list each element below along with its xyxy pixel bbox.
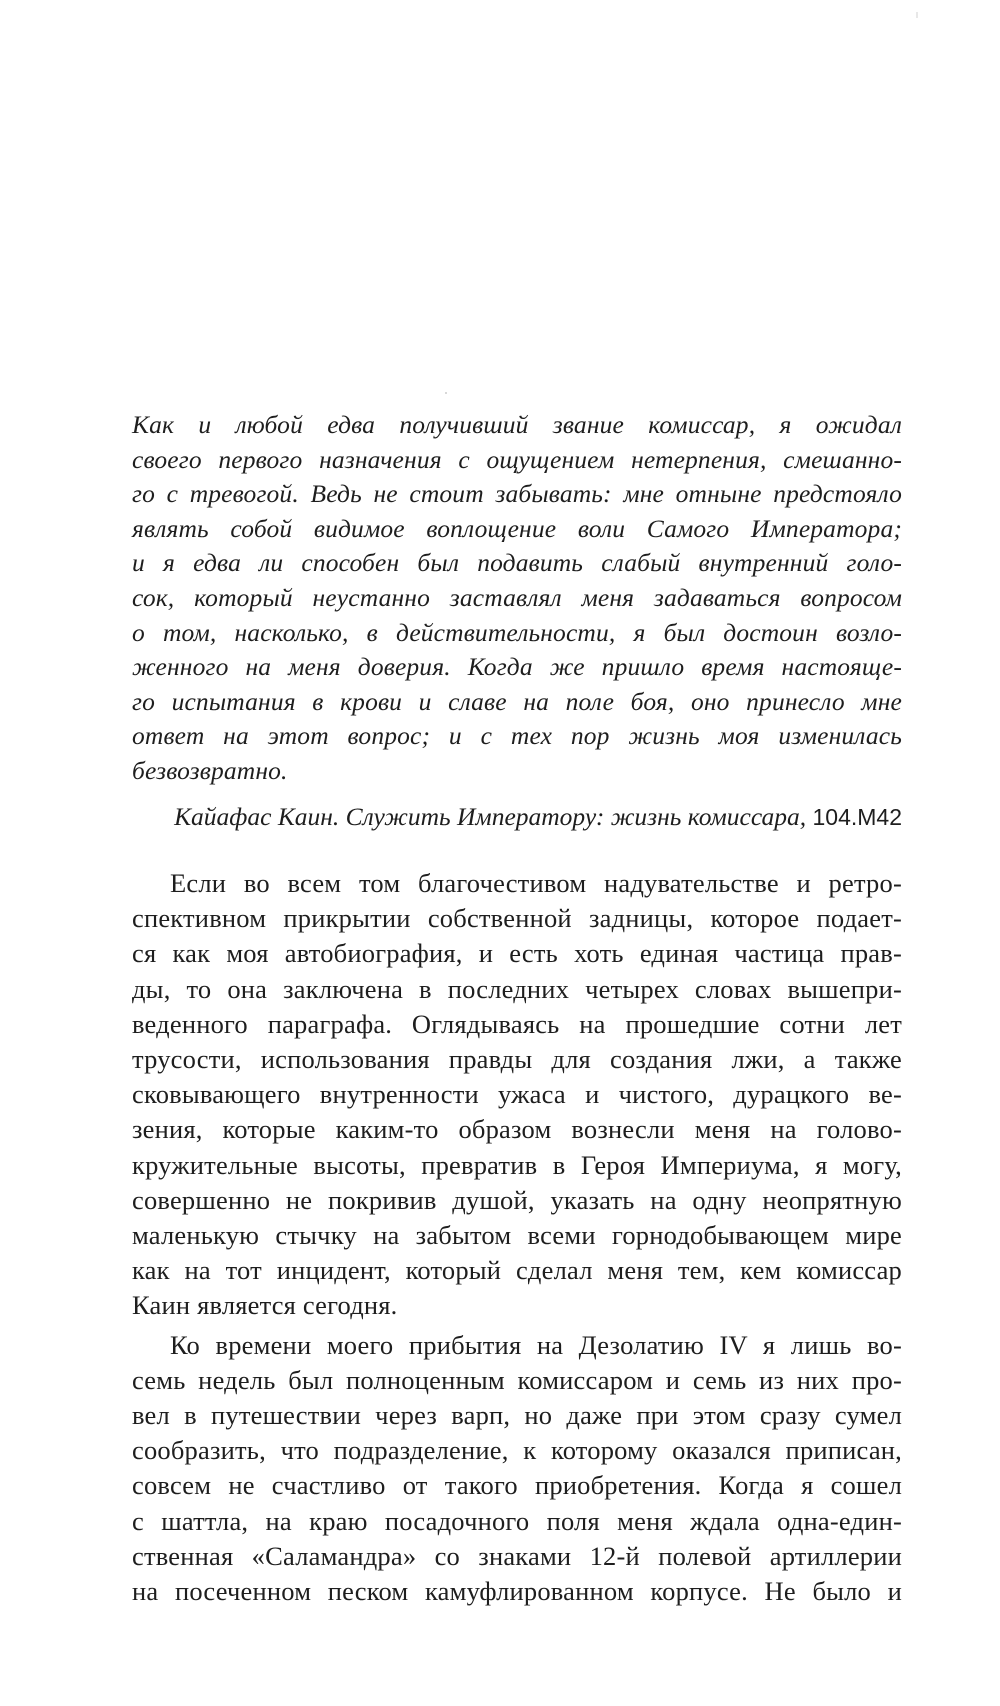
scan-mark bbox=[916, 12, 918, 18]
text-line: кружительные высоты, превратив в Героя Империума, я могу, bbox=[132, 1149, 902, 1180]
epigraph-attribution bbox=[132, 800, 902, 835]
epigraph-line: Как и любой едва получивший звание комиссар, я ожидал bbox=[132, 410, 902, 439]
text-line: ся как моя автобиография, и есть хоть единая частица прав- bbox=[132, 938, 902, 969]
epigraph-line: го с тревогой. Ведь не стоит забывать: мне отныне предстояло bbox=[132, 479, 902, 509]
text-line: совсем не счастливо от такого приобретения. Когда я сошел bbox=[132, 1470, 902, 1501]
text-line: на посеченном песком камуфлированном корпусе. Не было и bbox=[132, 1576, 902, 1607]
attribution-text: Кайафас Каин. Служить Императору: жизнь комиссара, bbox=[174, 802, 813, 831]
epigraph bbox=[132, 408, 902, 789]
attribution-date: 104.M42 bbox=[812, 804, 902, 830]
epigraph-line: и я едва ли способен был подавить слабый внутренний голо- bbox=[132, 548, 902, 578]
text-line: ды, то она заключена в последних четырех словах вышепри- bbox=[132, 973, 902, 1004]
text-line: Ко времени моего прибытия на Дезолатию IV я лишь во- bbox=[170, 1329, 902, 1360]
text-line: вел в путешествии через варп, но даже при этом сразу сумел bbox=[132, 1400, 902, 1431]
epigraph-line: являть собой видимое воплощение воли Самого Императора; bbox=[132, 513, 902, 543]
text-line: спективном прикрытии собственной задницы, которое подает- bbox=[132, 903, 902, 934]
body-text bbox=[132, 866, 902, 1609]
epigraph-line: сок, который неустанно заставлял меня задаваться вопросом bbox=[132, 582, 902, 612]
text-line: зения, которые каким-то образом вознесли меня на голово- bbox=[132, 1114, 902, 1145]
text-line: совершенно не покривив душой, указать на одну неопрятную bbox=[132, 1184, 902, 1215]
text-line: как на тот инцидент, который сделал меня тем, кем комиссар bbox=[132, 1255, 902, 1286]
scan-dot bbox=[445, 392, 447, 394]
text-line: сковывающего внутренности ужаса и чистого, дурацкого ве- bbox=[132, 1079, 902, 1110]
text-line: семь недель был полноценным комиссаром и семь из них про- bbox=[132, 1364, 902, 1395]
epigraph-line: го испытания в крови и славе на поле боя, оно принесло мне bbox=[132, 686, 902, 716]
text-line: трусости, использования правды для создания лжи, а также bbox=[132, 1044, 902, 1075]
text-line: Каин является сегодня. bbox=[132, 1290, 398, 1321]
epigraph-line: о том, насколько, в действительности, я был достоин возло- bbox=[132, 617, 902, 647]
text-line: ственная «Саламандра» со знаками 12-й полевой артиллерии bbox=[132, 1540, 902, 1571]
epigraph-line: безвозвратно. bbox=[132, 755, 288, 785]
epigraph-line: ответ на этот вопрос; и с тех пор жизнь моя изменилась bbox=[132, 721, 902, 751]
text-line: сообразить, что подразделение, к которому оказался приписан, bbox=[132, 1435, 902, 1466]
paragraph-1 bbox=[132, 866, 902, 1324]
text-line: Если во всем том благочестивом надувательстве и ретро- bbox=[170, 868, 902, 898]
text-line: с шаттла, на краю посадочного поля меня ждала одна-един- bbox=[132, 1505, 902, 1536]
epigraph-line: своего первого назначения с ощущением нетерпения, смешанно- bbox=[132, 444, 902, 474]
paragraph-2 bbox=[132, 1328, 902, 1610]
text-line: маленькую стычку на забытом всеми горнодобывающем мире bbox=[132, 1220, 902, 1251]
epigraph-line: женного на меня доверия. Когда же пришло время настояще- bbox=[132, 652, 902, 682]
text-line: веденного параграфа. Оглядываясь на прошедшие сотни лет bbox=[132, 1008, 902, 1039]
